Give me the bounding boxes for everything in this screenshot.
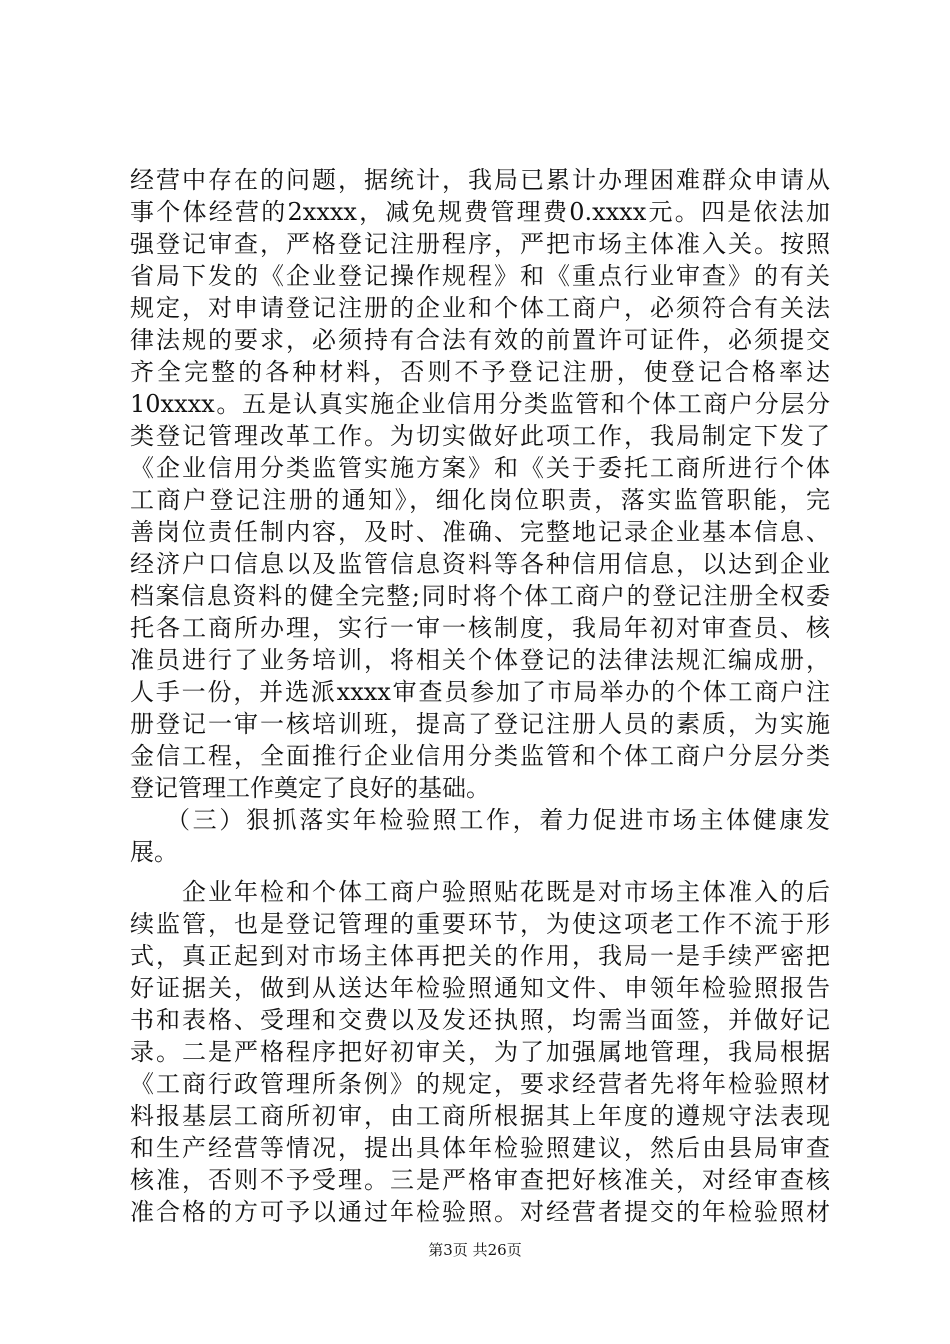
text-line: 《企业信用分类监管实施方案》和《关于委托工商所进行个体 xyxy=(130,454,830,482)
text-line: 《工商行政管理所条例》的规定，要求经营者先将年检验照材 xyxy=(130,1070,830,1098)
heading-line: （三）狠抓落实年检验照工作，着力促进市场主体健康发 xyxy=(166,806,830,834)
text-line: 企业年检和个体工商户验照贴花既是对市场主体准入的后 xyxy=(182,878,830,906)
text-line: 登记管理工作奠定了良好的基础。 xyxy=(130,774,490,802)
text-line: 好证据关，做到从送达年检验照通知文件、申领年检验照报告 xyxy=(130,974,830,1002)
text-line: 善岗位责任制内容，及时、准确、完整地记录企业基本信息、 xyxy=(130,518,830,546)
text-line: 经济户口信息以及监管信息资料等各种信用信息，以达到企业 xyxy=(130,550,830,578)
text-line: 类登记管理改革工作。为切实做好此项工作，我局制定下发了 xyxy=(130,422,830,450)
text-line: 核准，否则不予受理。三是严格审查把好核准关，对经审查核 xyxy=(130,1166,830,1194)
text-line: 强登记审查，严格登记注册程序，严把市场主体准入关。按照 xyxy=(130,230,830,258)
text-line: 册登记一审一核培训班，提高了登记注册人员的素质，为实施 xyxy=(130,710,830,738)
text-line: 续监管，也是登记管理的重要环节，为使这项老工作不流于形 xyxy=(130,910,830,938)
text-line: 10xxxx。五是认真实施企业信用分类监管和个体工商户分层分 xyxy=(130,390,830,418)
text-line: 齐全完整的各种材料，否则不予登记注册，使登记合格率达 xyxy=(130,358,830,386)
section-heading xyxy=(130,804,830,868)
text-line: 托各工商所办理，实行一审一核制度，我局年初对审查员、核 xyxy=(130,614,830,642)
text-line: 准合格的方可予以通过年检验照。对经营者提交的年检验照材 xyxy=(130,1198,830,1226)
page-number-footer: 第3页 共26页 xyxy=(428,1241,522,1259)
text-line: 书和表格、受理和交费以及发还执照，均需当面签，并做好记 xyxy=(130,1006,830,1034)
text-line: 经营中存在的问题，据统计，我局已累计办理困难群众申请从 xyxy=(130,166,830,194)
text-line: 料报基层工商所初审，由工商所根据其上年度的遵规守法表现 xyxy=(130,1102,830,1130)
text-line: 工商户登记注册的通知》，细化岗位职责，落实监管职能，完 xyxy=(130,486,830,514)
paragraph xyxy=(130,876,830,1228)
text-line: 律法规的要求，必须持有合法有效的前置许可证件，必须提交 xyxy=(130,326,830,354)
text-line: 档案信息资料的健全完整;同时将个体工商户的登记注册全权委 xyxy=(130,582,830,610)
text-line: 录。二是严格程序把好初审关，为了加强属地管理，我局根据 xyxy=(130,1038,830,1066)
text-line: 规定，对申请登记注册的企业和个体工商户，必须符合有关法 xyxy=(130,294,830,322)
text-line: 省局下发的《企业登记操作规程》和《重点行业审查》的有关 xyxy=(130,262,830,290)
text-line: 准员进行了业务培训，将相关个体登记的法律法规汇编成册， xyxy=(130,646,830,674)
text-line: 事个体经营的2xxxx，减免规费管理费0.xxxx元。四是依法加 xyxy=(130,198,830,226)
heading-line: 展。 xyxy=(130,838,178,866)
text-line: 和生产经营等情况，提出具体年检验照建议，然后由县局审查 xyxy=(130,1134,830,1162)
document-body xyxy=(130,164,830,1228)
paragraph-continuation xyxy=(130,164,830,804)
text-line: 式，真正起到对市场主体再把关的作用，我局一是手续严密把 xyxy=(130,942,830,970)
text-line: 金信工程，全面推行企业信用分类监管和个体工商户分层分类 xyxy=(130,742,830,770)
text-line: 人手一份，并选派xxxx审查员参加了市局举办的个体工商户注 xyxy=(130,678,830,706)
